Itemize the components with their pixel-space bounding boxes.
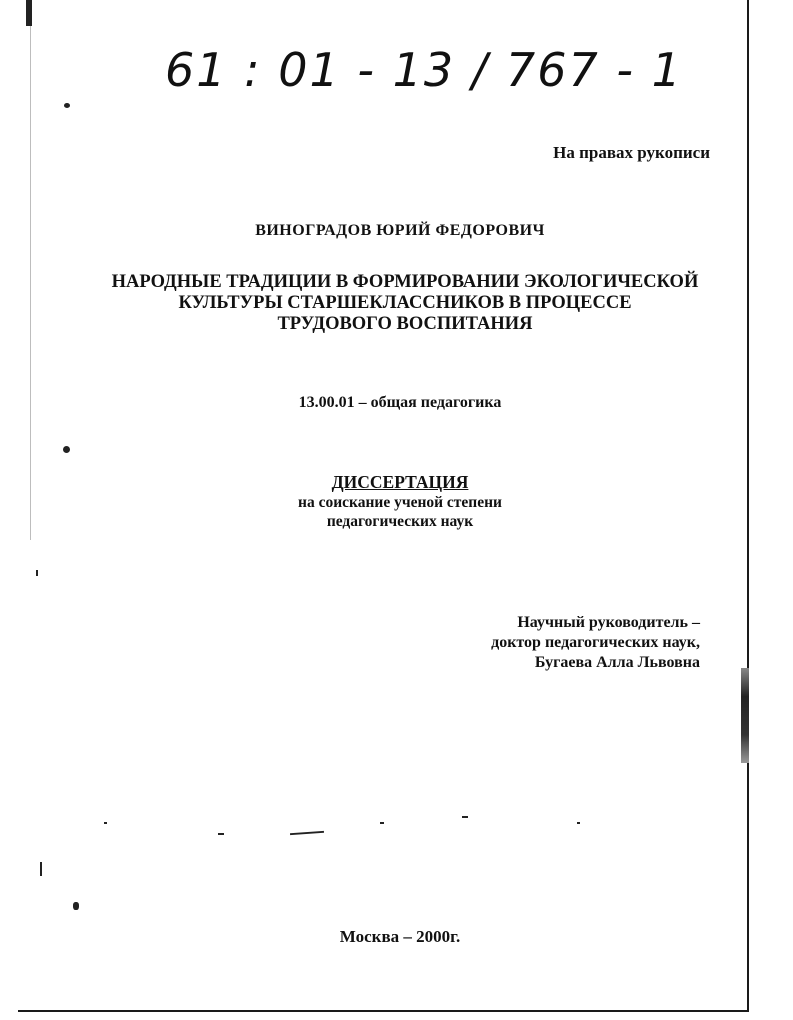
supervisor-name: Бугаева Алла Львовна [534,654,700,671]
scan-speck [104,822,107,824]
scan-speck [218,833,224,835]
title-line: ТРУДОВОГО ВОСПИТАНИЯ [277,314,533,334]
place-and-year: Москва – 2000г. [339,927,461,946]
scan-speck [462,816,468,818]
supervisor-role: Научный руководитель – [517,614,700,631]
supervisor-block [440,613,700,673]
author-name: ВИНОГРАДОВ ЮРИЙ ФЕДОРОВИЧ [255,222,545,239]
title-line: КУЛЬТУРЫ СТАРШЕКЛАССНИКОВ В ПРОЦЕССЕ [178,293,632,313]
scan-bottom-border [18,1010,749,1012]
degree-line: на соискание ученой степени [298,494,502,511]
specialty-code: 13.00.01 – общая педагогика [298,394,502,411]
supervisor-degree: доктор педагогических наук, [491,634,700,651]
dissertation-title [110,272,700,335]
scan-speck [290,831,324,835]
scan-speck [577,822,580,824]
scan-speck [73,902,79,910]
scan-speck [36,570,38,576]
degree-title: ДИССЕРТАЦИЯ [331,472,469,492]
scan-speck [380,822,384,824]
scan-speck [63,446,70,453]
degree-block [240,472,560,531]
degree-line: педагогических наук [326,513,474,530]
binding-mark [741,668,749,763]
rights-note: На правах рукописи [553,143,710,162]
scan-left-edge [30,20,31,540]
scan-speck [64,103,70,108]
scan-top-mark [26,0,32,26]
scan-right-border [747,0,749,1012]
handwritten-archive-number [165,34,683,104]
title-line: НАРОДНЫЕ ТРАДИЦИИ В ФОРМИРОВАНИИ ЭКОЛОГИЧЕСКОЙ [111,272,699,292]
archive-number-text: 61 : 01 - 13 / 767 - 1 [165,43,683,97]
scan-speck [40,862,42,876]
